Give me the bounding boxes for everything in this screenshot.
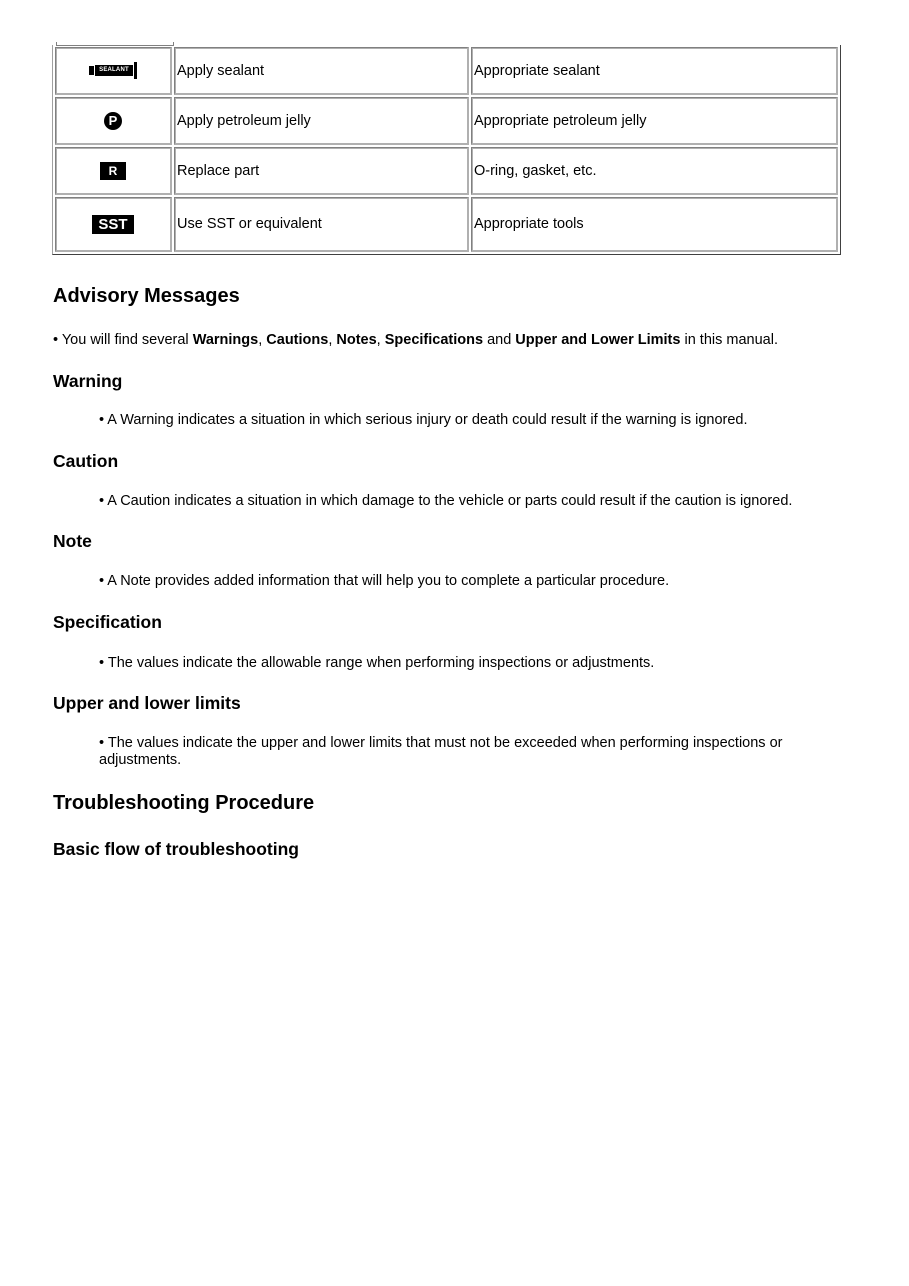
advisory-intro-text: • You will find several Warnings, Cautions, Notes, Specifications and Upper and Lower Limits in this manual. <box>53 332 778 348</box>
description-cell: Replace part <box>174 147 469 195</box>
replace-part-icon: R <box>100 162 126 180</box>
note-heading: Note <box>53 531 92 551</box>
upper-lower-limits-text: • The values indicate the upper and lower limits that must not be exceeded when performing inspections or adjustments. <box>99 735 783 768</box>
sst-icon: SST <box>92 215 133 234</box>
caution-heading: Caution <box>53 451 119 471</box>
troubleshooting-procedure-heading: Troubleshooting Procedure <box>53 792 315 814</box>
material-cell: Appropriate petroleum jelly <box>471 97 838 145</box>
icon-cell <box>55 97 172 145</box>
sealant-icon: SEALANT <box>89 62 137 79</box>
table-row <box>55 97 838 145</box>
icon-cell <box>55 47 172 95</box>
description-cell: Use SST or equivalent <box>174 197 469 252</box>
description-cell: Apply petroleum jelly <box>174 97 469 145</box>
icon-cell <box>55 147 172 195</box>
warning-text: • A Warning indicates a situation in which serious injury or death could result if the warning is ignored. <box>99 412 748 428</box>
icon-cell <box>55 197 172 252</box>
advisory-messages-heading: Advisory Messages <box>53 285 240 307</box>
note-text: • A Note provides added information that will help you to complete a particular procedure. <box>99 573 670 589</box>
warning-heading: Warning <box>53 371 123 391</box>
material-cell: Appropriate sealant <box>471 47 838 95</box>
petroleum-jelly-icon: P <box>104 112 122 130</box>
specification-heading: Specification <box>53 612 162 632</box>
table-row <box>55 197 838 252</box>
table-row <box>55 147 838 195</box>
description-cell: Apply sealant <box>174 47 469 95</box>
specification-text: • The values indicate the allowable range when performing inspections or adjustments. <box>99 655 655 671</box>
material-cell: O-ring, gasket, etc. <box>471 147 838 195</box>
material-cell: Appropriate tools <box>471 197 838 252</box>
table-row <box>55 47 838 95</box>
caution-text: • A Caution indicates a situation in which damage to the vehicle or parts could result if the caution is ignored. <box>99 493 793 509</box>
upper-lower-limits-heading: Upper and lower limits <box>53 693 241 713</box>
basic-flow-heading: Basic flow of troubleshooting <box>53 839 299 859</box>
symbol-legend-table <box>52 45 841 255</box>
